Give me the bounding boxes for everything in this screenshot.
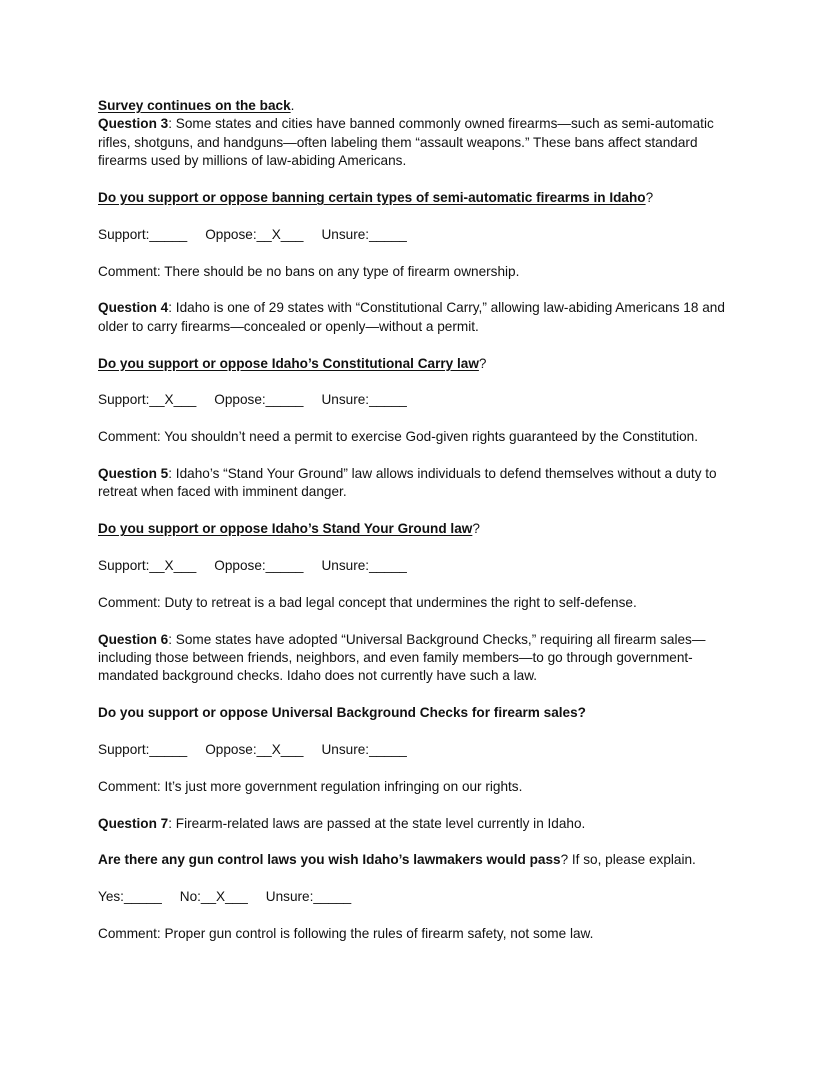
question-3-prompt-text: Do you support or oppose banning certain types of semi-automatic firearms in Idaho [98,190,646,206]
question-3-text [98,115,738,170]
question-3-options [98,226,738,244]
question-6-label: Question 6 [98,631,169,647]
option-support: Support:__X___ [98,392,197,408]
option-oppose: Oppose:__X___ [205,226,304,242]
option-unsure: Unsure:_____ [321,742,407,757]
question-3-prompt-tail: ? [645,190,654,206]
question-5-prompt [98,520,738,538]
question-3-label: Question 3 [98,116,169,132]
question-5-options [98,557,738,575]
option-yes: Yes:_____ [98,889,162,905]
question-7-body: : Firearm-related laws are passed at the state level currently in Idaho. [168,815,586,831]
question-3-body: : Some states and cities have banned commonly owned firearms—such as semi-automatic rifles, shotguns, and handguns—often labeling them “assault weapons.” These bans affect standard firearms used by millions of law-abiding Americans. [98,116,714,169]
question-5-comment: Comment: Duty to retreat is a bad legal concept that undermines the right to self-defense. [98,594,637,610]
question-6-comment: Comment: It’s just more government regulation infringing on our rights. [98,778,523,794]
option-support: Support:_____ [98,226,188,242]
continued-heading-text: Survey continues on the back [98,98,291,113]
question-4-prompt [98,355,738,373]
option-no: No:__X___ [179,889,248,905]
option-support: Support:_____ [98,742,188,757]
question-5-text [98,465,738,502]
question-6-options [98,741,738,759]
question-5-body: : Idaho’s “Stand Your Ground” law allows individuals to defend themselves without a duty to retreat when faced with imminent danger. [98,466,717,500]
option-support: Support:__X___ [98,558,197,573]
question-4-label: Question 4 [98,300,169,316]
question-6-text [98,631,738,686]
question-7-prompt-text: Are there any gun control laws you wish Idaho’s lawmakers would pass [98,852,561,868]
continued-heading [98,97,738,115]
question-4-text [98,299,738,336]
question-4-options [98,391,738,409]
option-oppose: Oppose:__X___ [205,742,304,757]
question-5-prompt-tail: ? [472,521,480,537]
option-oppose: Oppose:_____ [214,558,304,573]
option-unsure: Unsure:_____ [321,392,407,408]
question-7-text [98,815,738,833]
question-7-options [98,888,738,906]
survey-content [98,97,738,943]
question-6-prompt-text: Do you support or oppose Universal Background Checks for firearm sales? [98,705,586,721]
question-4-prompt-tail: ? [478,355,487,371]
question-5-label: Question 5 [98,466,169,481]
question-4-comment: Comment: You shouldn’t need a permit to exercise God-given rights guaranteed by the Constitution. [98,429,698,445]
question-4-prompt-text: Do you support or oppose Idaho’s Constitutional Carry law [98,355,479,371]
question-4-body: : Idaho is one of 29 states with “Constitutional Carry,” allowing law-abiding Americans 18 and older to carry firearms—concealed or openly—without a permit. [98,300,725,334]
question-3-prompt [98,189,738,207]
option-unsure: Unsure:_____ [265,889,352,905]
question-6-body: : Some states have adopted “Universal Background Checks,” requiring all firearm sales—including those between friends, neighbors, and even family members—to go through government-mandated background checks. Idaho does not currently have such a law. [98,631,706,684]
question-3-comment: Comment: There should be no bans on any type of firearm ownership. [98,263,520,279]
question-7-label: Question 7 [98,815,169,831]
question-6-prompt [98,704,738,722]
question-7-prompt [98,851,738,869]
continued-heading-tail: . [290,98,295,113]
question-7-prompt-tail: ? If so, please explain. [560,852,696,868]
question-7-comment: Comment: Proper gun control is following the rules of firearm safety, not some law. [98,925,594,941]
option-unsure: Unsure:_____ [321,558,407,573]
option-unsure: Unsure:_____ [321,226,407,242]
question-5-prompt-text: Do you support or oppose Idaho’s Stand Your Ground law [98,521,473,537]
option-oppose: Oppose:_____ [214,392,304,408]
